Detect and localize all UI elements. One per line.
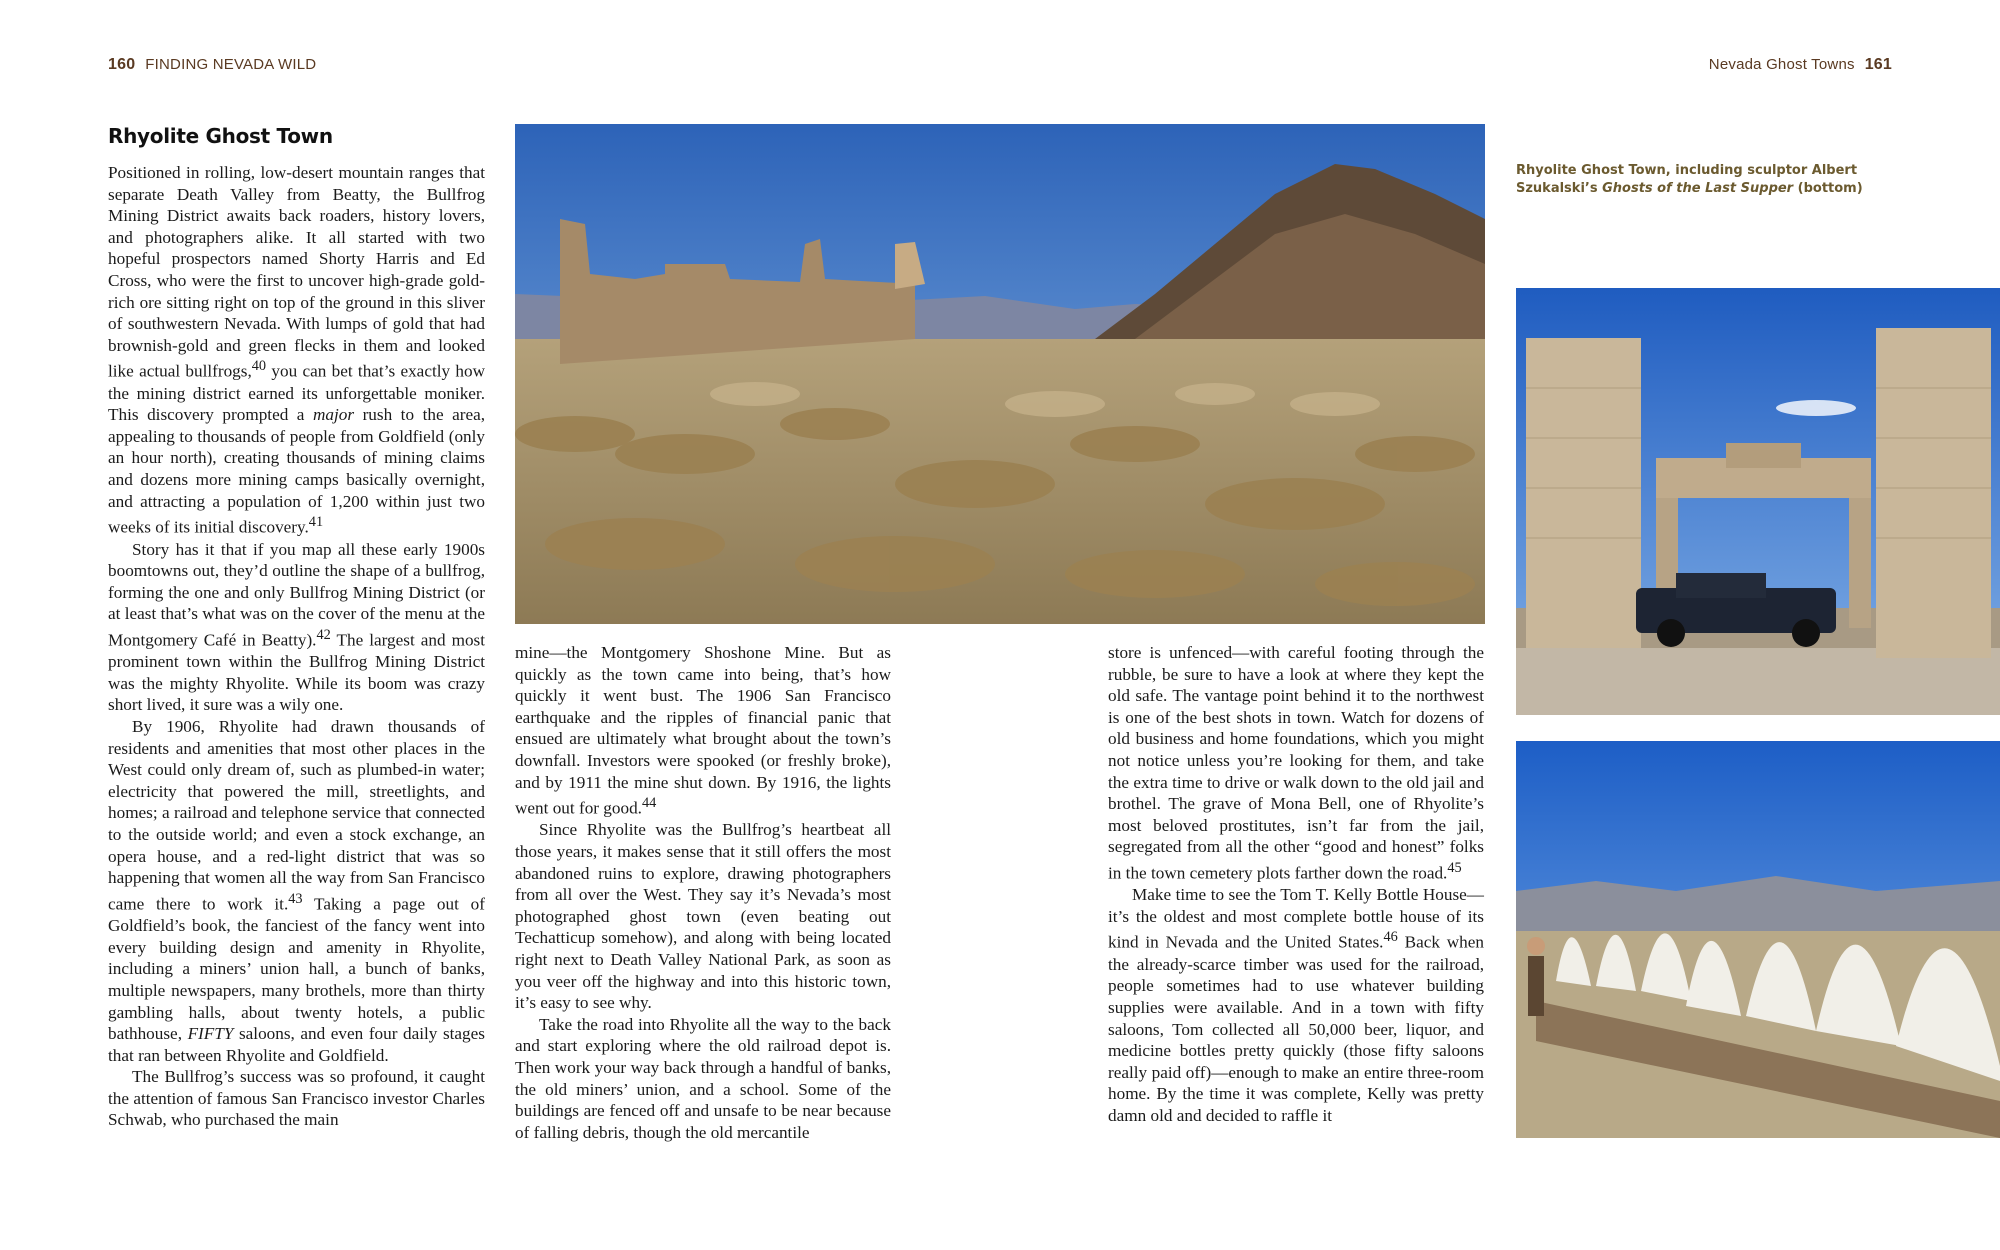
paragraph: store is unfenced—with careful footing through the rubble, be sure to have a look at where they kept the old safe. The vantage point behind it to the northwest is one of the best shots in town. Watch for dozens of old business and home foundations, which you might not notice unless you’re looking for them, and take the extra time to drive or walk down to the old jail and brothel. The grave of Mona Bell, one of Rhyolite’s most beloved prostitutes, isn’t far from the jail, segregated from all the other “good and honest” folks in the town cemetery plots farther down the road.$^{45}$ <box>1108 643 1484 883</box>
photo-caption: Rhyolite Ghost Town, including sculptor Albert Szukalski’s Ghosts of the Last Supper (bottom) <box>1516 163 1863 196</box>
stone-arch-truck-photo <box>1516 288 2000 715</box>
paragraph: By 1906, Rhyolite had drawn thousands of residents and amenities that most other places in the West could only dream of, such as plumbed-in water; electricity that powered the mill, streetlights, and homes; a railroad and telephone service that connected to the outside world; and even a stock exchange, an opera house, and a red-light district that was so happening that women all the way from San Francisco came there to work it.$^{43}$ Taking a page out of Goldfield’s book, the fanciest of the fancy went into every building design and amenity in Rhyolite, including a miners’ union hall, a bunch of banks, multiple newspapers, many brothels, more than thirty gambling halls, about twenty hotels, a public bathhouse, FIFTY saloons, and even four daily stages that ran between Rhyolite and Goldfield. <box>108 717 485 1065</box>
left-running-header <box>108 56 326 74</box>
left-page-number: 160 <box>108 56 136 73</box>
ghost-sculptures-photo <box>1516 741 2000 1138</box>
right-page-number: 161 <box>1864 56 1892 73</box>
footnote-ref[interactable]: 41 <box>308 514 324 531</box>
section-title: Rhyolite Ghost Town <box>108 124 333 148</box>
text-column-1 <box>108 162 485 1131</box>
footnote-ref[interactable]: 40 <box>251 358 267 375</box>
text-column-2 <box>515 642 891 1143</box>
right-running-head: Nevada Ghost Towns <box>1708 56 1855 73</box>
paragraph: Positioned in rolling, low-desert mountain ranges that separate Death Valley from Beatty, the Bullfrog Mining District awaits back roaders, history lovers, and photographers alike. It all started with two hopeful prospectors named Shorty Harris and Ed Cross, who were the first to uncover high-grade gold-rich ore sitting right on top of the ground in this sliver of southwestern Nevada. With lumps of gold that had brownish-gold and green flecks in them and looked like actual bullfrogs,$^{40}$ you can bet that’s exactly how the mining district earned its unforgettable moniker. This discovery prompted a major rush to the area, appealing to thousands of people from Goldfield (only an hour north), creating thousands of mining claims and dozens more mining camps basically overnight, and attracting a population of 1,200 within just two weeks of its initial discovery.$^{41}$ <box>108 163 485 537</box>
right-running-header <box>1699 56 1892 74</box>
left-running-head: FINDING NEVADA WILD <box>145 56 317 73</box>
text-column-3 <box>1108 642 1484 1127</box>
paragraph: mine—the Montgomery Shoshone Mine. But as quickly as the town came into being, that’s how quickly it went bust. The 1906 San Francisco earthquake and the ripples of financial panic that ensued are ultimately what brought about the town’s downfall. Investors were spooked (or freshly broke), and by 1911 the mine shut down. By 1916, the lights went out for good.$^{44}$ <box>515 643 891 818</box>
paragraph: The Bullfrog’s success was so profound, it caught the attention of famous San Francisco investor Charles Schwab, who purchased the main <box>108 1067 485 1130</box>
footnote-ref[interactable]: 43 <box>288 890 303 907</box>
footnote-ref[interactable]: 42 <box>316 626 331 643</box>
footnote-ref[interactable]: 45 <box>1447 859 1462 876</box>
footnote-ref[interactable]: 44 <box>641 795 657 812</box>
paragraph: Story has it that if you map all these early 1900s boomtowns out, they’d outline the shape of a bullfrog, forming the one and only Bullfrog Mining District (or at least that’s what was on the cover of the menu at the Montgomery Café in Beatty).$^{42}$ The largest and most prominent town within the Bullfrog Mining District was the mighty Rhyolite. While its boom was crazy short lived, it sure was a wily one. <box>108 539 486 715</box>
footnote-ref[interactable]: 46 <box>1383 929 1398 946</box>
paragraph: Take the road into Rhyolite all the way to the back and start exploring where the old railroad depot is. Then work your way back through a handful of banks, the old miners’ union, and a school. Some of the buildings are fenced off and unsafe to be near because of falling debris, though the old mercantile <box>515 1014 891 1142</box>
paragraph: Since Rhyolite was the Bullfrog’s heartbeat all those years, it makes sense that it still offers the most abandoned ruins to explore, drawing photographers from all over the West. They say it’s Nevada’s most photographed ghost town (even beating out Techatticup somehow), and along with being located right next to Death Valley National Park, as soon as you veer off the highway and into this historic town, it’s easy to see why. <box>515 820 891 1013</box>
paragraph: Make time to see the Tom T. Kelly Bottle House—it’s the oldest and most complete bottle house of its kind in Nevada and the United States.$^{46}$ Back when the already-scarce timber was used for the railroad, people sometimes had to use whatever building supplies were available. And in a town with fifty saloons, Tom collected all 50,000 beer, liquor, and medicine bottles pretty quickly (those fifty saloons really paid off)—enough to make an entire three-room home. By the time it was complete, Kelly was pretty damn old and decided to raffle it <box>1108 885 1485 1125</box>
